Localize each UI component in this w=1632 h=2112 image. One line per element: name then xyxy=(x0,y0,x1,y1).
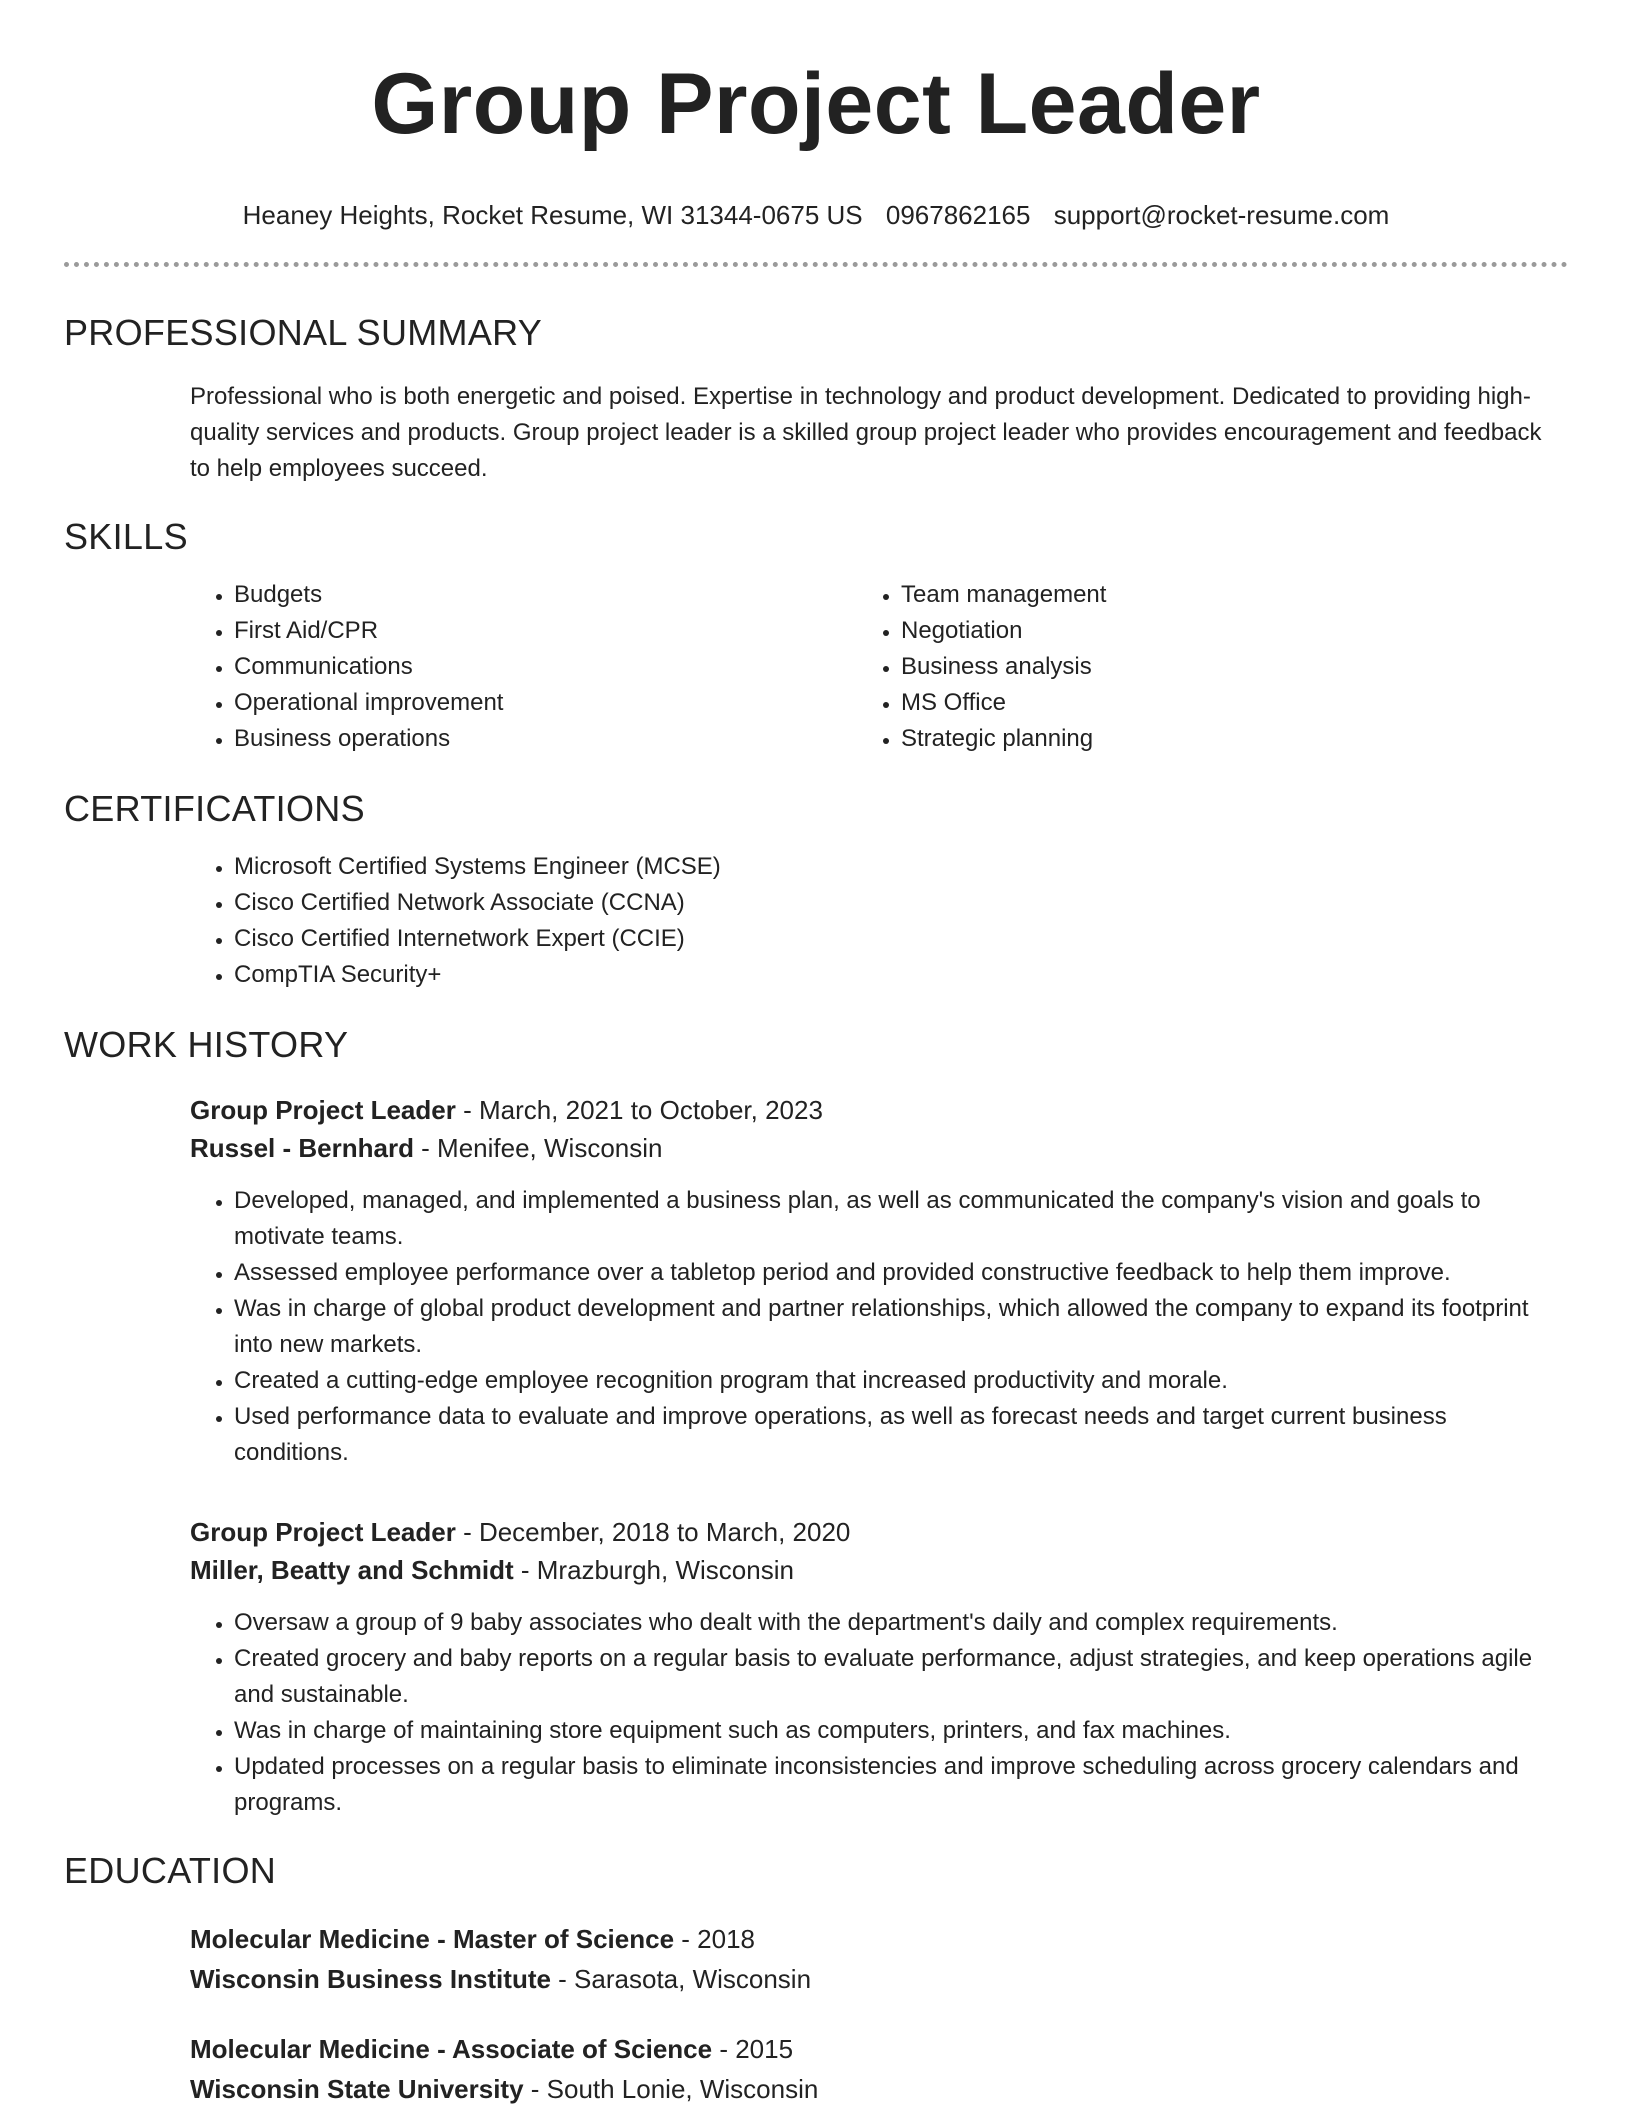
education-degree-line xyxy=(190,1919,1568,1959)
job-company: Miller, Beatty and Schmidt xyxy=(190,1555,514,1585)
job-company: Russel - Bernhard xyxy=(190,1133,414,1163)
skill-item: • Communications xyxy=(234,649,901,685)
education-degree: Molecular Medicine - Master of Science xyxy=(190,1924,675,1954)
job-company-line xyxy=(190,1551,1568,1589)
job-location: - Menifee, Wisconsin xyxy=(413,1133,663,1163)
job-entry xyxy=(190,1091,1568,1471)
certifications-heading: CERTIFICATIONS xyxy=(64,788,365,829)
resume-name: Group Project Leader xyxy=(371,56,1261,152)
job-role: Group Project Leader xyxy=(190,1517,456,1547)
education-school-line xyxy=(190,1959,1568,1999)
education-year: - 2015 xyxy=(712,2034,794,2064)
job-location: - Mrazburgh, Wisconsin xyxy=(513,1555,794,1585)
education-year: - 2018 xyxy=(674,1924,755,1954)
education-school-line xyxy=(190,2069,1568,2109)
job-bullet: • Was in charge of global product development and partner relationships, which allowed the company to expand its footprint into new markets. xyxy=(234,1291,1568,1363)
job-title-line xyxy=(190,1091,1568,1129)
contact-phone: 0967862165 xyxy=(885,200,1031,230)
contact-line xyxy=(64,198,1568,232)
education-school: Wisconsin Business Institute xyxy=(190,1964,551,1994)
education-degree: Molecular Medicine - Associate of Science xyxy=(190,2034,713,2064)
skill-item: • Budgets xyxy=(234,577,901,613)
skills-left-list xyxy=(190,577,901,757)
work-history xyxy=(190,1091,1568,1821)
summary-text: Professional who is both energetic and poised. Expertise in technology and product development. Dedicated to providing high-quality services and products. Group project leader is a skilled group project leader who provides encouragement and feedback to help employees succeed. xyxy=(190,383,1542,482)
job-bullet: • Developed, managed, and implemented a business plan, as well as communicated the company's vision and goals to motivate teams. xyxy=(234,1183,1568,1255)
job-bullet: • Oversaw a group of 9 baby associates who dealt with the department's daily and complex requirements. xyxy=(234,1605,1568,1641)
certification-item: • Cisco Certified Network Associate (CCNA) xyxy=(234,885,1568,921)
job-dates: - December, 2018 to March, 2020 xyxy=(455,1517,851,1547)
skill-item: • Operational improvement xyxy=(234,685,901,721)
job-dates: - March, 2021 to October, 2023 xyxy=(455,1095,823,1125)
contact-address: Heaney Heights, Rocket Resume, WI 31344-0675 US xyxy=(242,200,863,230)
job-bullet: • Updated processes on a regular basis to eliminate inconsistencies and improve scheduling across grocery calendars and programs. xyxy=(234,1749,1568,1821)
summary-heading: PROFESSIONAL SUMMARY xyxy=(64,312,543,353)
skills-grid xyxy=(190,577,1568,757)
education-entry xyxy=(190,2029,1568,2109)
job-bullet: • Assessed employee performance over a tabletop period and provided constructive feedback to help them improve. xyxy=(234,1255,1568,1291)
skill-item: • Business operations xyxy=(234,721,901,757)
job-bullets xyxy=(190,1605,1568,1821)
job-title-line xyxy=(190,1513,1568,1551)
education-degree-line xyxy=(190,2029,1568,2069)
contact-email: support@rocket-resume.com xyxy=(1053,200,1390,230)
job-bullet: • Created grocery and baby reports on a regular basis to evaluate performance, adjust strategies, and keep operations agile and sustainable. xyxy=(234,1641,1568,1713)
header-divider xyxy=(64,262,1568,267)
certification-item: • CompTIA Security+ xyxy=(234,957,1568,993)
education-heading: EDUCATION xyxy=(64,1850,277,1891)
certification-item: • Cisco Certified Internetwork Expert (CCIE) xyxy=(234,921,1568,957)
skill-item: • Negotiation xyxy=(901,613,1568,649)
skill-item: • Business analysis xyxy=(901,649,1568,685)
job-bullet: • Used performance data to evaluate and improve operations, as well as forecast needs and target current business conditions. xyxy=(234,1399,1568,1471)
skill-item: • MS Office xyxy=(901,685,1568,721)
education xyxy=(190,1919,1568,2109)
certification-item: • Microsoft Certified Systems Engineer (MCSE) xyxy=(234,849,1568,885)
skills-right-list xyxy=(857,577,1568,757)
job-entry xyxy=(190,1513,1568,1821)
skill-item: • First Aid/CPR xyxy=(234,613,901,649)
work-history-heading: WORK HISTORY xyxy=(64,1024,349,1065)
education-location: - Sarasota, Wisconsin xyxy=(550,1964,812,1994)
education-location: - South Lonie, Wisconsin xyxy=(523,2074,819,2104)
skills-heading: SKILLS xyxy=(64,516,188,557)
job-bullets xyxy=(190,1183,1568,1471)
job-role: Group Project Leader xyxy=(190,1095,456,1125)
skill-item: • Team management xyxy=(901,577,1568,613)
certifications-list xyxy=(190,849,1568,993)
skill-item: • Strategic planning xyxy=(901,721,1568,757)
job-company-line xyxy=(190,1129,1568,1167)
education-school: Wisconsin State University xyxy=(190,2074,524,2104)
job-bullet: • Was in charge of maintaining store equipment such as computers, printers, and fax machines. xyxy=(234,1713,1568,1749)
job-bullet: • Created a cutting-edge employee recognition program that increased productivity and morale. xyxy=(234,1363,1568,1399)
education-entry xyxy=(190,1919,1568,1999)
